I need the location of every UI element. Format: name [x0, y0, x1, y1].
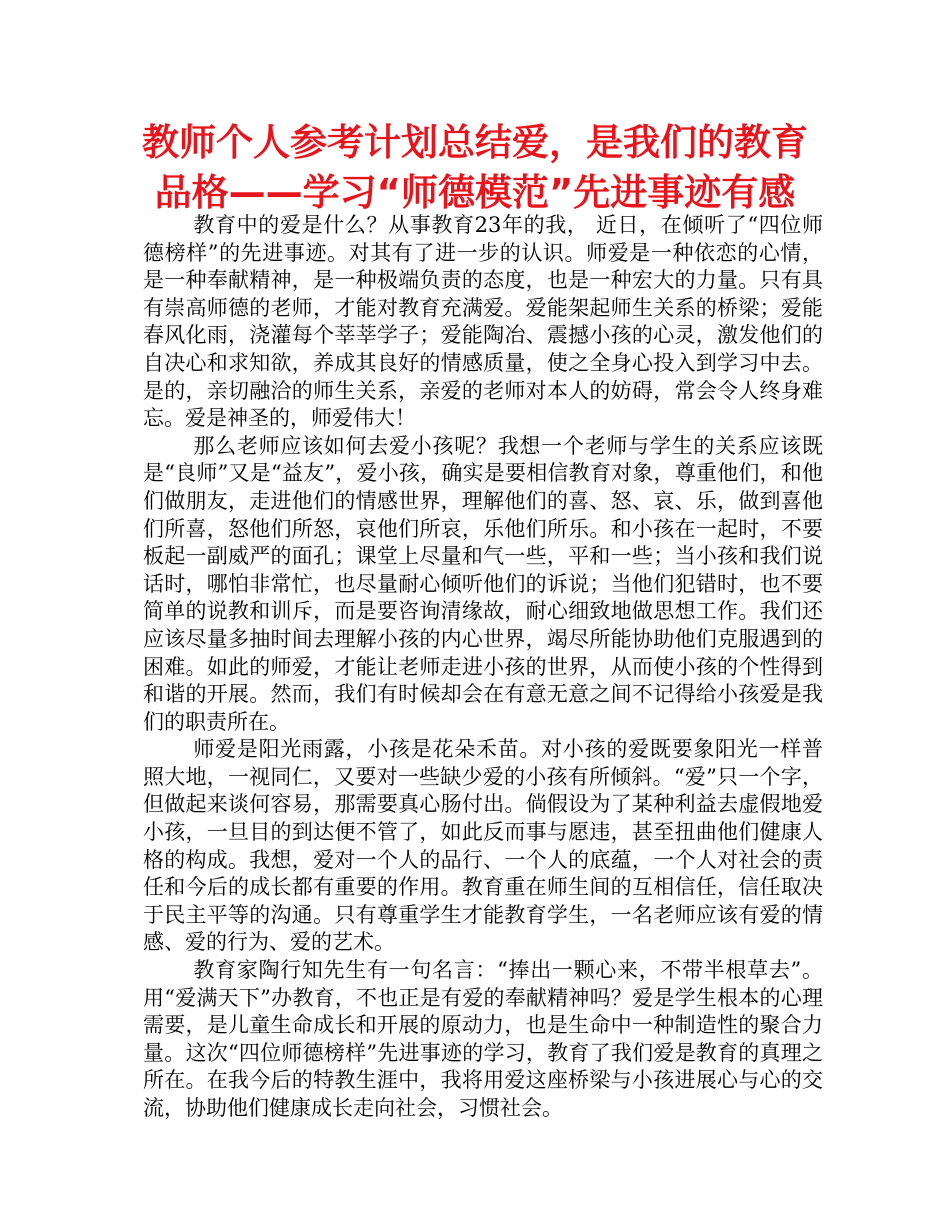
paragraph-4: 教育家陶行知先生有一句名言：“捧出一颗心来，不带半根草去”。用“爱满天下”办教育，不也正是有爱的奉献精神吗？爱是学生根本的心理需要，是儿童生命成长和开展的原动力，也是生命中一种制造性的聚合力量。这次“四位师德榜样”先进事迹的学习，教育了我们爱是教育的真理之所在。在我今后的特教生涯中，我将用爱这座桥梁与小孩进展心与心的交流，协助他们健康成长走向社会，习惯社会。: [143, 958, 823, 1120]
document-title: [135, 118, 815, 218]
paragraph-3: 师爱是阳光雨露，小孩是花朵禾苗。对小孩的爱既要象阳光一样普照大地，一视同仁，又要对一些缺少爱的小孩有所倾斜。“爱”只一个字，但做起来谈何容易，那需要真心肠付出。倘假设为了某种利益去虚假地爱小孩，一旦目的到达便不管了，如此反而事与愿违，甚至扭曲他们健康人格的构成。我想，爱对一个人的品行、一个人的底蕴，一个人对社会的责任和今后的成长都有重要的作用。教育重在师生间的互相信任，信任取决于民主平等的沟通。只有尊重学生才能教育学生，一名老师应该有爱的情感、爱的行为、爱的艺术。: [143, 737, 823, 955]
title-line-1: 教师个人参考计划总结爱，是我们的教育: [142, 121, 808, 164]
paragraph-1: 教育中的爱是什么？从事教育23年的我， 近日，在倾听了“四位师德榜样”的先进事迹。对其有了进一步的认识。师爱是一种依恋的心情，是一种奉献精神，是一种极端负责的态度，也是一种宏大的力量。只有具有崇高师德的老师，才能对教育充满爱。爱能架起师生关系的桥梁；爱能春风化雨，浇灌每个莘莘学子；爱能陶冶、震撼小孩的心灵，激发他们的自决心和求知欲，养成其良好的情感质量，使之全身心投入到学习中去。是的，亲切融洽的师生关系，亲爱的老师对本人的妨碍，常会令人终身难忘。爱是神圣的，师爱伟大！: [143, 213, 823, 431]
title-line-2: 品格——学习“师德模范”先进事迹有感: [154, 171, 796, 214]
document-body: [143, 212, 823, 1123]
paragraph-2: 那么老师应该如何去爱小孩呢？我想一个老师与学生的关系应该既是“良师”又是“益友”，爱小孩，确实是要相信教育对象，尊重他们，和他们做朋友，走进他们的情感世界，理解他们的喜、怒、哀、乐，做到喜他们所喜，怒他们所怒，哀他们所哀，乐他们所乐。和小孩在一起时，不要板起一副威严的面孔；课堂上尽量和气一些，平和一些；当小孩和我们说话时，哪怕非常忙，也尽量耐心倾听他们的诉说；当他们犯错时，也不要简单的说教和训斥，而是要咨询清缘故，耐心细致地做思想工作。我们还应该尽量多抽时间去理解小孩的内心世界，竭尽所能协助他们克服遇到的困难。如此的师爱，才能让老师走进小孩的世界，从而使小孩的个性得到和谐的开展。然而，我们有时候却会在有意无意之间不记得给小孩爱是我们的职责所在。: [143, 433, 823, 734]
